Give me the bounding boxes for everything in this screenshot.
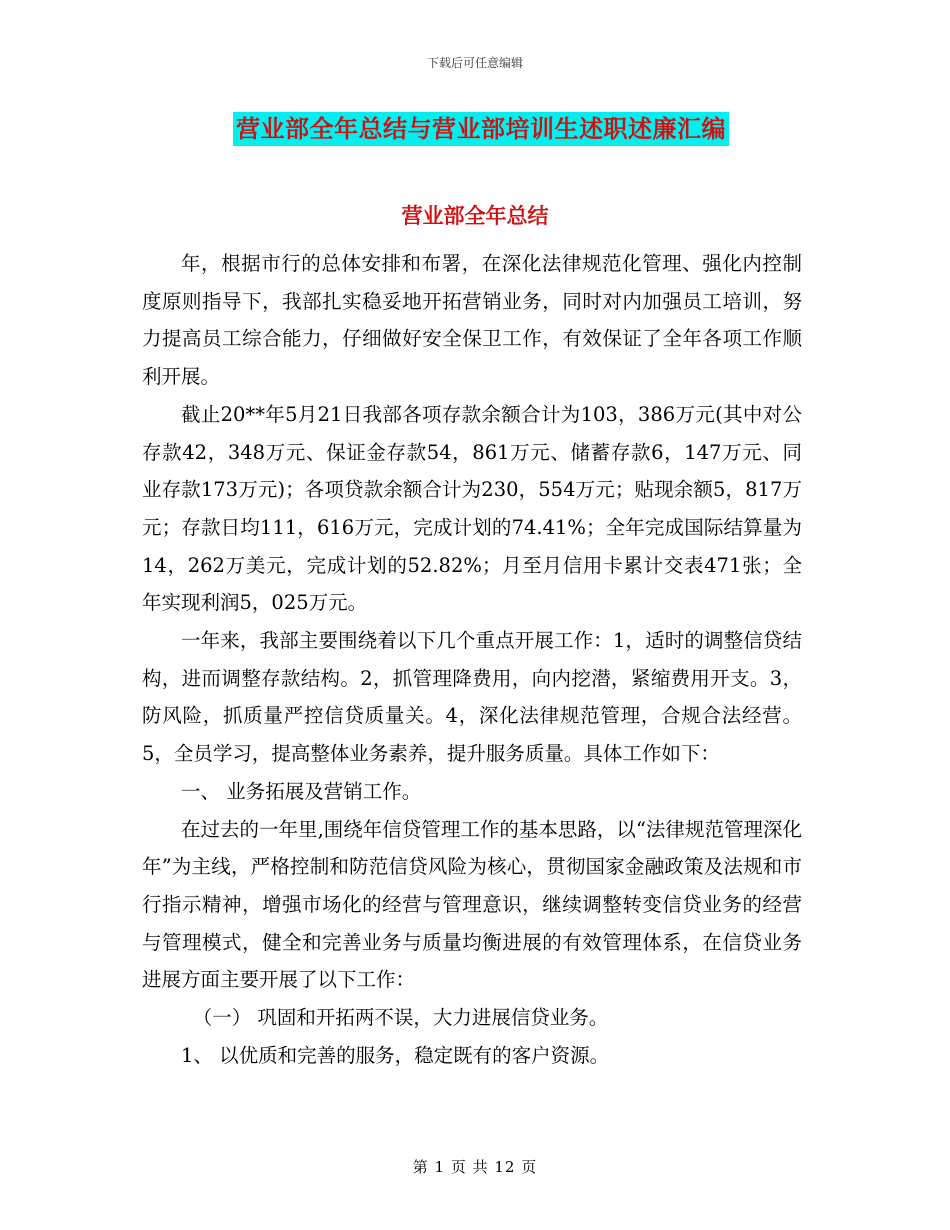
paragraph-key-work: 一年来，我部主要围绕着以下几个重点开展工作：1，适时的调整信贷结构，进而调整存款结构。2，抓管理降费用，向内挖潜，紧缩费用开支。3，防风险，抓质量严控信贷质量关。4，深化法律规范管理，合规合法经营。5，全员学习，提高整体业务素养，提升服务质量。具体工作如下：: [142, 629, 802, 766]
document-body: [142, 245, 802, 1074]
heading-item-1: 1、 以优质和完善的服务，稳定既有的客户资源。: [181, 1043, 610, 1067]
header-note: 下载后可任意编辑: [426, 56, 523, 70]
page-footer: 第 1 页 共 12 页: [412, 1158, 538, 1176]
heading-subsection-1: （一） 巩固和开拓两不误，大力进展信贷业务。: [192, 1006, 609, 1030]
paragraph-credit-work: 在过去的一年里,围绕年信贷管理工作的基本思路，以“法律规范管理深化年”为主线，严格控制和防范信贷风险为核心，贯彻国家金融政策及法规和市行指示精神，增强市场化的经营与管理意识，继续调整转变信贷业务的经营与管理模式，健全和完善业务与质量均衡进展的有效管理体系，在信贷业务进展方面主要开展了以下工作：: [142, 817, 802, 992]
heading-business-expansion: 一、 业务拓展及营销工作。: [181, 779, 422, 803]
section-title: 营业部全年总结: [401, 203, 549, 228]
paragraph-intro: 年，根据市行的总体安排和布署，在深化法律规范化管理、强化内控制度原则指导下，我部扎实稳妥地开拓营销业务，同时对内加强员工培训，努力提高员工综合能力，仔细做好安全保卫工作，有效保证了全年各项工作顺利开展。: [142, 252, 802, 389]
paragraph-figures: 截止20**年5月21日我部各项存款余额合计为103，386万元(其中对公存款42，348万元、保证金存款54，861万元、储蓄存款6，147万元、同业存款173万元)；各项贷款余额合计为230，554万元；贴现余额5，817万元；存款日均111，616万元，完成计划的74.41%；全年完成国际结算量为14，262万美元，完成计划的52.82%；月至月信用卡累计交表471张；全年实现利润5，025万元。: [142, 402, 802, 615]
document-title: 营业部全年总结与营业部培训生述职述廉汇编: [233, 112, 729, 146]
